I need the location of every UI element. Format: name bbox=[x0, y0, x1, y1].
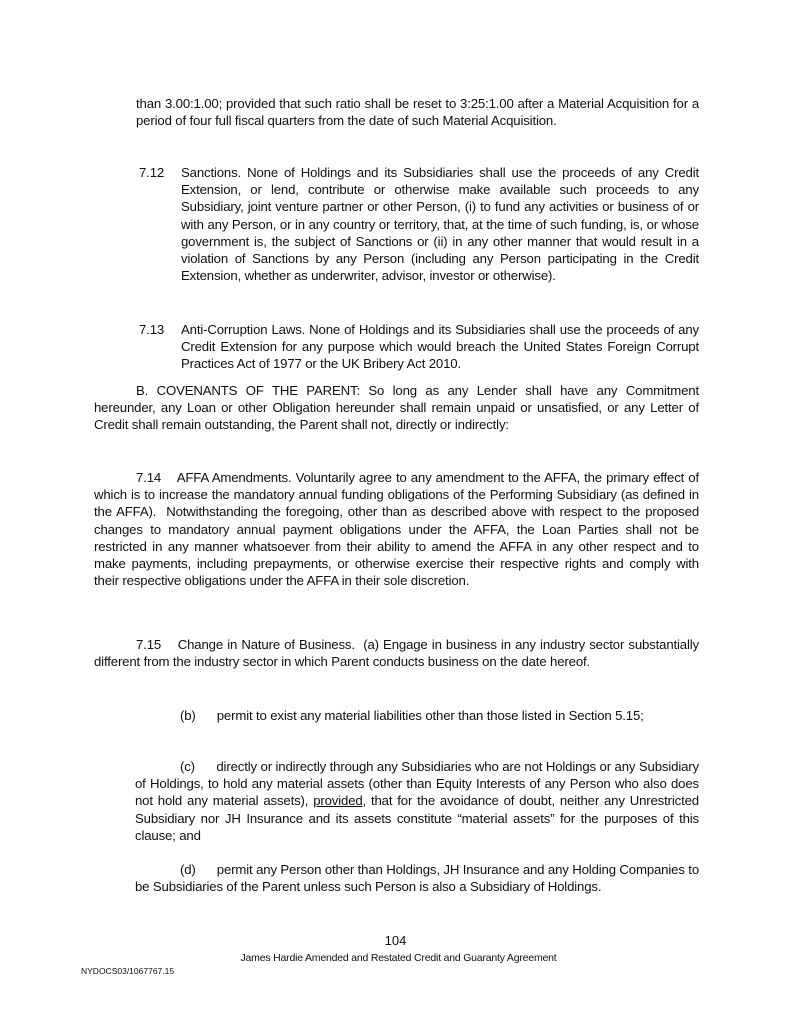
item-c-text-before: (c) directly or indirectly through any Subsidiaries who are not Holdings or any Subsidiary of Holdings, to hold any material assets (other than Equity Interests of any Person who also does not hold any material assets), bbox=[135, 759, 703, 809]
section-7-14-paragraph: 7.14 AFFA Amendments. Voluntarily agree to any amendment to the AFFA, the primary effect of which is to increase the mandatory annual funding obligations of the Performing Subsidiary (as defined in the AFFA). Notwithstanding the foregoing, other than as described above with respect to the proposed changes to mandatory annual payment obligations under the AFFA, the Loan Parties shall not be restricted in any manner whatsoever from their ability to amend the AFFA in any other respect and to make payments, including prepayments, or otherwise exercise their respective rights and comply with their respective obligations under the AFFA in their sole discretion. bbox=[94, 470, 703, 589]
section-text: Anti-Corruption Laws. None of Holdings and its Subsidiaries shall use the proceeds of any Credit Extension for any purpose which would breach the United States Foreign Corrupt Practices Act of 1977 or the UK Bribery Act 2010. bbox=[181, 322, 699, 372]
document-id: NYDOCS03/1067767.15 bbox=[81, 966, 175, 976]
section-number: 7.13 bbox=[139, 322, 165, 337]
section-7-15-paragraph: 7.15 Change in Nature of Business. (a) Engage in business in any industry sector substantially different from the industry sector in which Parent conducts business on the date hereof. bbox=[94, 637, 703, 670]
provided-underlined: provided bbox=[313, 793, 363, 809]
footer-title: James Hardie Amended and Restated Credit and Guaranty Agreement bbox=[240, 952, 557, 964]
item-c-text-after: , that for the avoidance of doubt, neither any Unrestricted Subsidiary nor JH Insurance and its assets constitute “material assets” for the purposes of this clause; and bbox=[135, 793, 703, 843]
section-text: Sanctions. None of Holdings and its Subsidiaries shall use the proceeds of any Credit Extension, or lend, contribute or otherwise make available such proceeds to any Subsidiary, joint venture partner or other Person, (i) to fund any activities or business of or with any Person, or in any country or territory, that, at the time of such funding, is, or whose government is, the subject of Sanctions or (ii) in any other manner that would result in a violation of Sanctions by any Person (including any Person participating in the Credit Extension, whether as underwriter, advisor, investor or otherwise). bbox=[181, 165, 699, 284]
covenants-of-parent-paragraph: B. COVENANTS OF THE PARENT: So long as any Lender shall have any Commitment hereunder, any Loan or other Obligation hereunder shall remain unpaid or unsatisfied, or any Letter of Credit shall remain outstanding, the Parent shall not, directly or indirectly: bbox=[94, 383, 699, 433]
section-7-12 bbox=[139, 164, 699, 284]
item-d-paragraph: (d) permit any Person other than Holdings, JH Insurance and any Holding Companies to be Subsidiaries of the Parent unless such Person is also a Subsidiary of Holdings. bbox=[135, 862, 703, 895]
page-number: 104 bbox=[384, 933, 407, 948]
item-c-paragraph bbox=[135, 758, 703, 844]
item-b-paragraph: (b) permit to exist any material liabilities other than those listed in Section 5.15; bbox=[180, 708, 644, 723]
section-number: 7.12 bbox=[139, 165, 165, 180]
intro-paragraph: than 3.00:1.00; provided that such ratio shall be reset to 3:25:1.00 after a Material Acquisition for a period of four full fiscal quarters from the date of such Material Acquisition. bbox=[136, 96, 699, 129]
section-7-13 bbox=[139, 321, 699, 373]
